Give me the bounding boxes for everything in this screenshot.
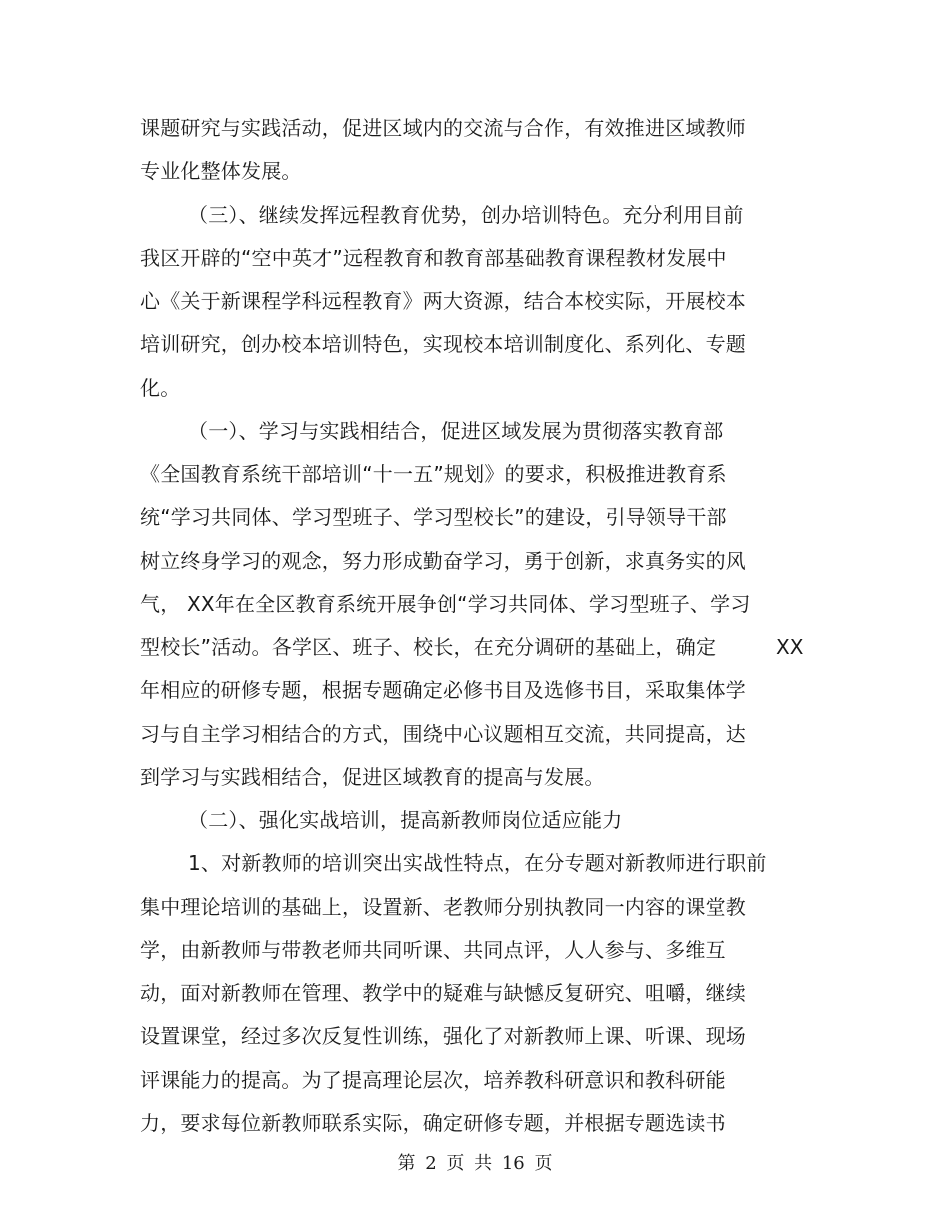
text-line: 心《关于新课程学科远程教育》两大资源，结合本校实际，开展校本 [140, 289, 746, 313]
page-number: 第 2 页 共 16 页 [397, 1153, 553, 1174]
text-line: 习与自主学习相结合的方式，围绕中心议题相互交流，共同提高，达 [140, 722, 746, 746]
text-line: 年相应的研修专题，根据专题确定必修书目及选修书目，采取集体学 [140, 678, 746, 702]
text-line: （二）、强化实战培训，提高新教师岗位适应能力 [188, 808, 623, 832]
text-line: 评课能力的提高。为了提高理论层次，培养教科研意识和教科研能 [140, 1068, 726, 1092]
text-line: 统“学习共同体、学习型班子、学习型校长”的建设，引导领导干部 [140, 505, 727, 529]
text-line: 集中理论培训的基础上，设置新、老教师分别执教同一内容的课堂教 [140, 895, 746, 919]
text-line: 《全国教育系统干部培训“十一五”规划》的要求，积极推进教育系 [140, 462, 727, 486]
text-line: （一）、学习与实践相结合，促进区域发展为贯彻落实教育部 [188, 419, 724, 443]
text-line: 气， XX年在全区教育系统开展争创“学习共同体、学习型班子、学习 [140, 592, 751, 616]
text-line: 化。 [140, 376, 181, 400]
text-line: 型校长”活动。各学区、班子、校长，在充分调研的基础上，确定 [140, 635, 717, 659]
text-line: 树立终身学习的观念，努力形成勤奋学习，勇于创新，求真务实的风 [140, 549, 746, 573]
text-line: 设置课堂，经过多次反复性训练，强化了对新教师上课、听课、现场 [140, 1024, 746, 1048]
text-line: 课题研究与实践活动，促进区域内的交流与合作，有效推进区域教师 [140, 116, 746, 140]
text-line: 我区开辟的“空中英才”远程教育和教育部基础教育课程教材发展中 [140, 246, 727, 270]
text-line-tail: XX [776, 635, 804, 659]
text-line: 专业化整体发展。 [140, 159, 302, 183]
text-line: 学，由新教师与带教老师共同听课、共同点评，人人参与、多维互 [140, 938, 726, 962]
text-line: 1、对新教师的培训突出实战性特点，在分专题对新教师进行职前 [188, 851, 767, 875]
text-line: （三）、继续发挥远程教育优势，创办培训特色。充分利用目前 [188, 203, 744, 227]
text-line: 到学习与实践相结合，促进区域教育的提高与发展。 [140, 765, 605, 789]
text-line: 动，面对新教师在管理、教学中的疑难与缺憾反复研究、咀嚼，继续 [140, 981, 746, 1005]
text-line: 培训研究，创办校本培训特色，实现校本培训制度化、系列化、专题 [140, 332, 746, 356]
text-line: 力，要求每位新教师联系实际，确定研修专题，并根据专题选读书 [140, 1111, 726, 1135]
